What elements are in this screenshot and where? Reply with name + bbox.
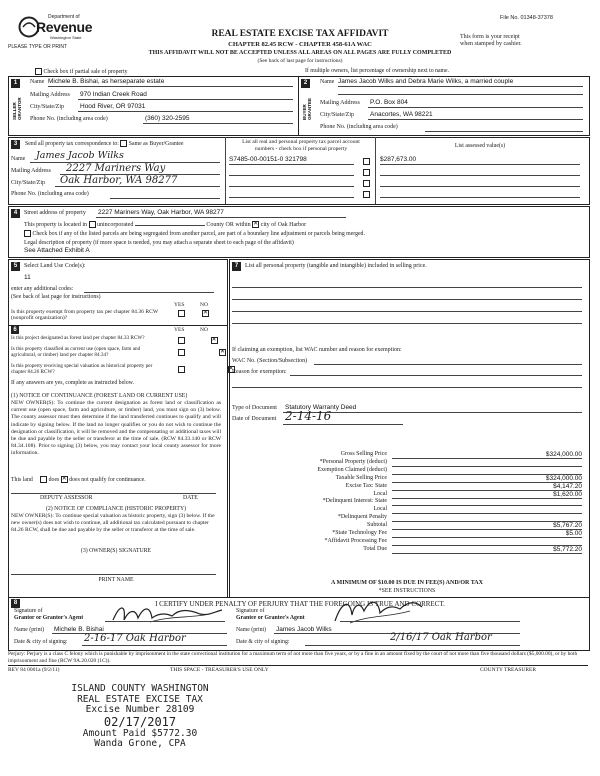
tax-row-label: Exemption Claimed (deduct)	[317, 466, 387, 473]
section-6-number: 6	[11, 326, 19, 334]
exemption-label: If claiming an exemption, list WAC number and reason for exemption:	[232, 347, 402, 353]
doc-type[interactable]: Statutory Warranty Deed	[285, 404, 357, 411]
buyer-name[interactable]: James Jacob Wilks and Debra Marie Wilks, a married couple	[338, 78, 514, 85]
personal-property-checkbox-3[interactable]	[363, 180, 370, 187]
corr-mailing-handwritten[interactable]: 2227 Mariners Way	[66, 163, 166, 174]
tax-row	[232, 522, 582, 530]
tax-row	[232, 467, 582, 475]
tax-row-label: *Delinquent Interest: State	[322, 498, 387, 505]
does-label: does	[48, 476, 60, 483]
section-4-number: 4	[11, 209, 20, 218]
property-street[interactable]: 2227 Mariners Way, Oak Harbor, WA 98277	[98, 209, 224, 216]
q-historic: Is this property receiving special valuation as historical property per chapter 84.26 RCW?	[11, 363, 153, 375]
buyer-mailing-label: Mailing Address	[320, 100, 360, 106]
receipt-note-1: This form is your receipt	[460, 34, 520, 40]
treasurer-stamp	[40, 684, 240, 750]
section-2-number: 2	[301, 79, 310, 88]
tax-row	[232, 506, 582, 514]
see-back-land-use: (See back of last page for instructions)	[11, 294, 101, 300]
parcel-header-2: numbers - check box if personal property	[254, 146, 348, 152]
seller-mailing-label: Mailing Address	[30, 92, 70, 98]
qualify-label: qualify for continuance.	[90, 476, 146, 483]
q4-yes-checkbox[interactable]	[178, 366, 185, 373]
legal-description[interactable]: See Attached Exhibit A	[24, 247, 90, 254]
grantee-name[interactable]: James Jacob Wilks	[276, 626, 332, 633]
owner-signature-label: (3) OWNER(S) SIGNATURE	[80, 548, 152, 554]
personal-property-label: List all personal property (tangible and intangible) included in selling price.	[245, 263, 427, 269]
grantor-date-handwritten[interactable]: 2-16-17 Oak Harbor	[84, 633, 186, 644]
seller-city[interactable]: Hood River, OR 97031	[80, 103, 146, 110]
grantor-name[interactable]: Michele B. Bishai	[54, 626, 104, 633]
assessed-header: List assessed value(s)	[454, 143, 506, 149]
section-8-number: 8	[11, 599, 20, 608]
deputy-assessor-label: DEPUTY ASSESSOR	[40, 495, 93, 501]
print-name-label: PRINT NAME	[98, 577, 134, 583]
tax-row-value[interactable]: $4,147.20	[553, 482, 582, 490]
tax-row-label: Excise Tax: State	[345, 482, 387, 489]
deputy-date-label: DATE	[183, 495, 198, 501]
unincorporated-checkbox[interactable]	[89, 221, 96, 228]
corr-city-label: City/State/Zip	[11, 180, 45, 186]
located-row	[24, 221, 306, 229]
does-not-label: does not	[69, 476, 89, 483]
buyer-city-label: City/State/Zip	[320, 112, 354, 118]
seller-side-label: SELLER GRANTOR	[12, 97, 23, 120]
seller-name[interactable]: Michele B. Bishai, as herseparate estate	[48, 78, 165, 85]
doc-type-label: Type of Document	[232, 405, 277, 411]
buyer-side-label: BUYER GRANTEE	[302, 97, 313, 120]
city-of-checkbox[interactable]	[252, 221, 259, 228]
no-header-2: NO	[200, 327, 208, 333]
grantee-date-label: Date & city of signing:	[236, 639, 290, 645]
tax-row-value[interactable]: $5.00	[565, 530, 582, 537]
county-label: County OR within	[206, 221, 251, 228]
stamp-line-3: Excise Number 28109	[85, 704, 195, 715]
tax-row	[232, 538, 582, 546]
buyer-name-label: Name	[320, 79, 335, 85]
seller-phone[interactable]: (360) 320-2595	[145, 115, 190, 122]
dept-logo-text: Revenue	[36, 19, 93, 35]
segregated-checkbox[interactable]	[24, 230, 31, 237]
q-forest-land: Is this project designated as forest land per chapter 84.33 RCW?	[11, 335, 145, 341]
q3-no-checkbox[interactable]	[219, 349, 226, 356]
stamp-line-6: Wanda Grone, CPA	[94, 738, 186, 749]
q-current-use: Is this property classified as current use (open space, farm and agricultural, or timber) land per chapter 84.34?	[11, 346, 141, 358]
page-title: REAL ESTATE EXCISE TAX AFFIDAVIT	[211, 29, 389, 39]
tax-row	[232, 459, 582, 467]
seller-mailing[interactable]: 970 Indian Creek Road	[80, 91, 147, 98]
parcel-header-1: List all real and personal property tax parcel account	[242, 139, 360, 145]
tax-row-label: *State Technology Fee	[332, 530, 387, 536]
yes-header-1: YES	[174, 302, 185, 308]
buyer-phone-label: Phone No. (including area code)	[320, 124, 398, 130]
grantee-date-handwritten[interactable]: 2/16/17 Oak Harbor	[390, 632, 492, 643]
dept-line1: Department of	[48, 14, 80, 20]
same-as-buyer-label: Same as Buyer/Grantee	[128, 140, 184, 147]
partial-sale-checkbox[interactable]	[35, 68, 42, 75]
tax-row	[232, 491, 582, 499]
please-type: PLEASE TYPE OR PRINT	[8, 44, 68, 50]
tax-row-label: *Affidavit Processing Fee	[324, 537, 387, 544]
buyer-mailing[interactable]: P.O. Box 804	[370, 99, 408, 106]
section-7-number: 7	[232, 262, 241, 271]
grantor-sig-label-1: Signature of	[14, 608, 43, 614]
tax-row	[232, 483, 582, 491]
tax-row-label: *Delinquent Penalty	[337, 514, 387, 521]
buyer-city[interactable]: Anacortes, WA 98221	[370, 111, 433, 118]
corr-phone-label: Phone No. (including area code)	[11, 191, 89, 197]
send-correspondence-label: Send all property tax correspondence to:	[25, 140, 119, 147]
treasurer-use: THIS SPACE - TREASURER'S USE ONLY	[170, 667, 269, 673]
parcel-number[interactable]: S7485-00-00151-0 321798	[229, 156, 307, 163]
tax-row-label: Total Due	[363, 545, 387, 552]
corr-mailing-label: Mailing Address	[11, 168, 51, 174]
q2-no-checkbox[interactable]	[211, 337, 218, 344]
if-yes-note: If any answers are yes, complete as instructed below.	[11, 380, 134, 386]
does-checkbox[interactable]	[40, 476, 47, 483]
see-instructions-note: *SEE INSTRUCTIONS	[378, 588, 436, 594]
tax-row-value[interactable]: $5,767.20	[553, 522, 582, 530]
tax-row	[232, 530, 582, 538]
this-land-label: This land	[11, 476, 33, 483]
unincorporated-label: unincorporated	[97, 221, 134, 228]
tax-row-label: Taxable Selling Price	[335, 474, 387, 481]
land-use-label: Select Land Use Code(s):	[24, 263, 86, 269]
stamp-line-1: ISLAND COUNTY WASHINGTON	[71, 683, 209, 694]
grantor-name-label: Name (print)	[14, 627, 45, 633]
certify-statement: I CERTIFY UNDER PENALTY OF PERJURY THAT THE FOREGOING IS TRUE AND CORRECT.	[155, 600, 445, 608]
same-as-buyer-checkbox[interactable]	[120, 140, 127, 147]
tax-row	[232, 451, 582, 459]
seller-phone-label: Phone No. (including area code)	[30, 116, 108, 122]
tax-row-value[interactable]: $324,000.00	[545, 474, 582, 482]
tax-row	[232, 498, 582, 506]
county-treasurer: COUNTY TREASURER	[480, 667, 537, 673]
section-1-number: 1	[11, 79, 20, 88]
send-correspondence-row	[25, 140, 184, 147]
grantor-date-label: Date & city of signing:	[14, 639, 68, 645]
continuance-row	[11, 476, 146, 483]
partial-sale-label: Check box if partial sale of property	[43, 68, 128, 75]
q2-yes-checkbox[interactable]	[178, 337, 185, 344]
q1-no-checkbox[interactable]	[202, 310, 209, 317]
notice2-title: (2) NOTICE OF COMPLIANCE (HISTORIC PROPERTY)	[45, 506, 187, 512]
tax-row-value[interactable]: $1,620.00	[553, 490, 582, 498]
grantee-sig-label-1: Signature of	[236, 608, 265, 614]
minimum-fee-note: A MINIMUM OF $10.00 IS DUE IN FEE(S) AND/OR TAX	[331, 580, 483, 586]
stamp-line-2: REAL ESTATE EXCISE TAX	[77, 693, 203, 705]
stamp-line-4: 02/17/2017	[103, 714, 177, 729]
doc-date-label: Date of Document	[232, 416, 277, 422]
doc-date-handwritten[interactable]: 2-14-16	[285, 409, 332, 423]
perjury-note: Perjury: Perjury is a class C felony which is punishable by imprisonment in the state correctional institution for a maximum term of not more than five years, or by a fine in an amount fixed by the court of not more than five thousand dollars ($5,000.00), or by both imprisonment and fine (RCW 9A.20.020 (1C)).	[8, 651, 578, 664]
notice1-title: (1) NOTICE OF CONTINUANCE (FOREST LAND OR CURRENT USE)	[11, 393, 188, 399]
dept-line2: Washington State	[50, 35, 82, 40]
street-label: Street address of property	[24, 210, 86, 216]
grantee-name-label: Name (print)	[236, 627, 267, 633]
q-exempt-property: Is this property exempt from property tax per chapter 84.36 RCW (nonprofit organization)?	[11, 309, 159, 322]
grantee-sig-label-2: Grantee or Grantee's Agent	[236, 615, 305, 621]
located-label: This property is located in	[24, 221, 87, 228]
not-accepted-warning: THIS AFFIDAVIT WILL NOT BE ACCEPTED UNLESS ALL AREAS ON ALL PAGES ARE FULLY COMPLETED	[148, 50, 452, 56]
yes-header-2: YES	[174, 327, 185, 333]
tax-row	[232, 546, 582, 554]
tax-row	[232, 475, 582, 483]
tax-row-label: Subtotal	[366, 522, 387, 529]
wac-label: WAC No. (Section/Subsection)	[232, 358, 308, 364]
section-5-number: 5	[11, 262, 20, 271]
tax-row-label: *Personal Property (deduct)	[319, 458, 387, 465]
seller-city-label: City/State/Zip	[30, 104, 64, 110]
segregated-row	[24, 230, 365, 237]
dor-logo	[18, 14, 98, 44]
tax-row-value[interactable]: $5,772.20	[553, 545, 582, 553]
tax-row-label: Gross Selling Price	[340, 451, 387, 457]
receipt-note-2: when stamped by cashier.	[460, 41, 522, 47]
section-3-number: 3	[11, 140, 20, 149]
grantor-sig-label-2: Grantor or Grantor's Agent	[14, 615, 84, 621]
does-not-checkbox[interactable]	[61, 476, 68, 483]
file-number: File No. 01348-37378	[500, 15, 553, 21]
rev-number: REV 84 0001a (9/2/11)	[8, 667, 60, 673]
tax-row-label: Local	[373, 490, 387, 497]
assessed-value[interactable]: $287,673.00	[380, 156, 417, 163]
tax-row-value[interactable]: $324,000.00	[545, 451, 582, 458]
personal-property-checkbox-1[interactable]	[363, 158, 370, 165]
tax-row	[232, 514, 582, 522]
corr-name-handwritten[interactable]: James Jacob Wilks	[36, 150, 124, 161]
tax-row-label: Local	[373, 506, 387, 513]
land-use-code[interactable]: 11	[24, 274, 31, 281]
notice1-text: NEW OWNER(S): To continue the current designation as forest land or classification as current use (open space, farm and agriculture, or timber) land, you must sign on (3) below. The county assessor must then determine if the land transferred continues to qualify and will indicate by signing below. If the land no longer qualifies or you do not wish to continue the designation or classification, it will be removed and the compensating or additional taxes will be due and payable by the seller or transferor at the time of sale. (RCW 84.33.140 or RCW 84.34.108). Prior to signing (3) below, you may contact your local county assessor for more information.	[11, 400, 221, 457]
q1-yes-checkbox[interactable]	[178, 310, 185, 317]
stamp-line-5: Amount Paid $5772.30	[82, 727, 198, 739]
additional-codes-label: enter any additional codes:	[11, 286, 74, 292]
q3-yes-checkbox[interactable]	[178, 349, 185, 356]
segregated-label: Check box if any of the listed parcels are being segregated from another parcel, are part of a boundary line adjustment or parcels being merged.	[32, 230, 365, 237]
corr-name-label: Name	[11, 156, 26, 162]
reason-label: Reason for exemption:	[232, 369, 287, 375]
city-of-label: city of Oak Harbor	[260, 221, 307, 228]
legal-label: Legal description of property (if more space is needed, you may attach a separate sheet to each page of the affidavit)	[24, 240, 294, 246]
see-back-instructions: (See back of last page for instructions)	[257, 58, 343, 64]
personal-property-checkbox-2[interactable]	[363, 169, 370, 176]
chapters: CHAPTER 82.45 RCW - CHAPTER 458-61A WAC	[228, 41, 372, 48]
corr-city-handwritten[interactable]: Oak Harbor, WA 98277	[60, 175, 178, 186]
no-header-1: NO	[200, 302, 208, 308]
personal-property-checkbox-4[interactable]	[363, 191, 370, 198]
notice2-text: NEW OWNER(S): To continue special valuation as historic property, sign (3) below. If the new owner(s) does not wish to continue, all additional tax calculated pursuant to chapter 84.26 RCW, shall be due and payable by the seller or transferor at the time of sale.	[11, 513, 215, 534]
seller-name-label: Name	[30, 79, 45, 85]
multiple-owners-note: If multiple owners, list percentage of ownership next to name.	[305, 68, 450, 74]
partial-sale-row	[35, 68, 127, 75]
